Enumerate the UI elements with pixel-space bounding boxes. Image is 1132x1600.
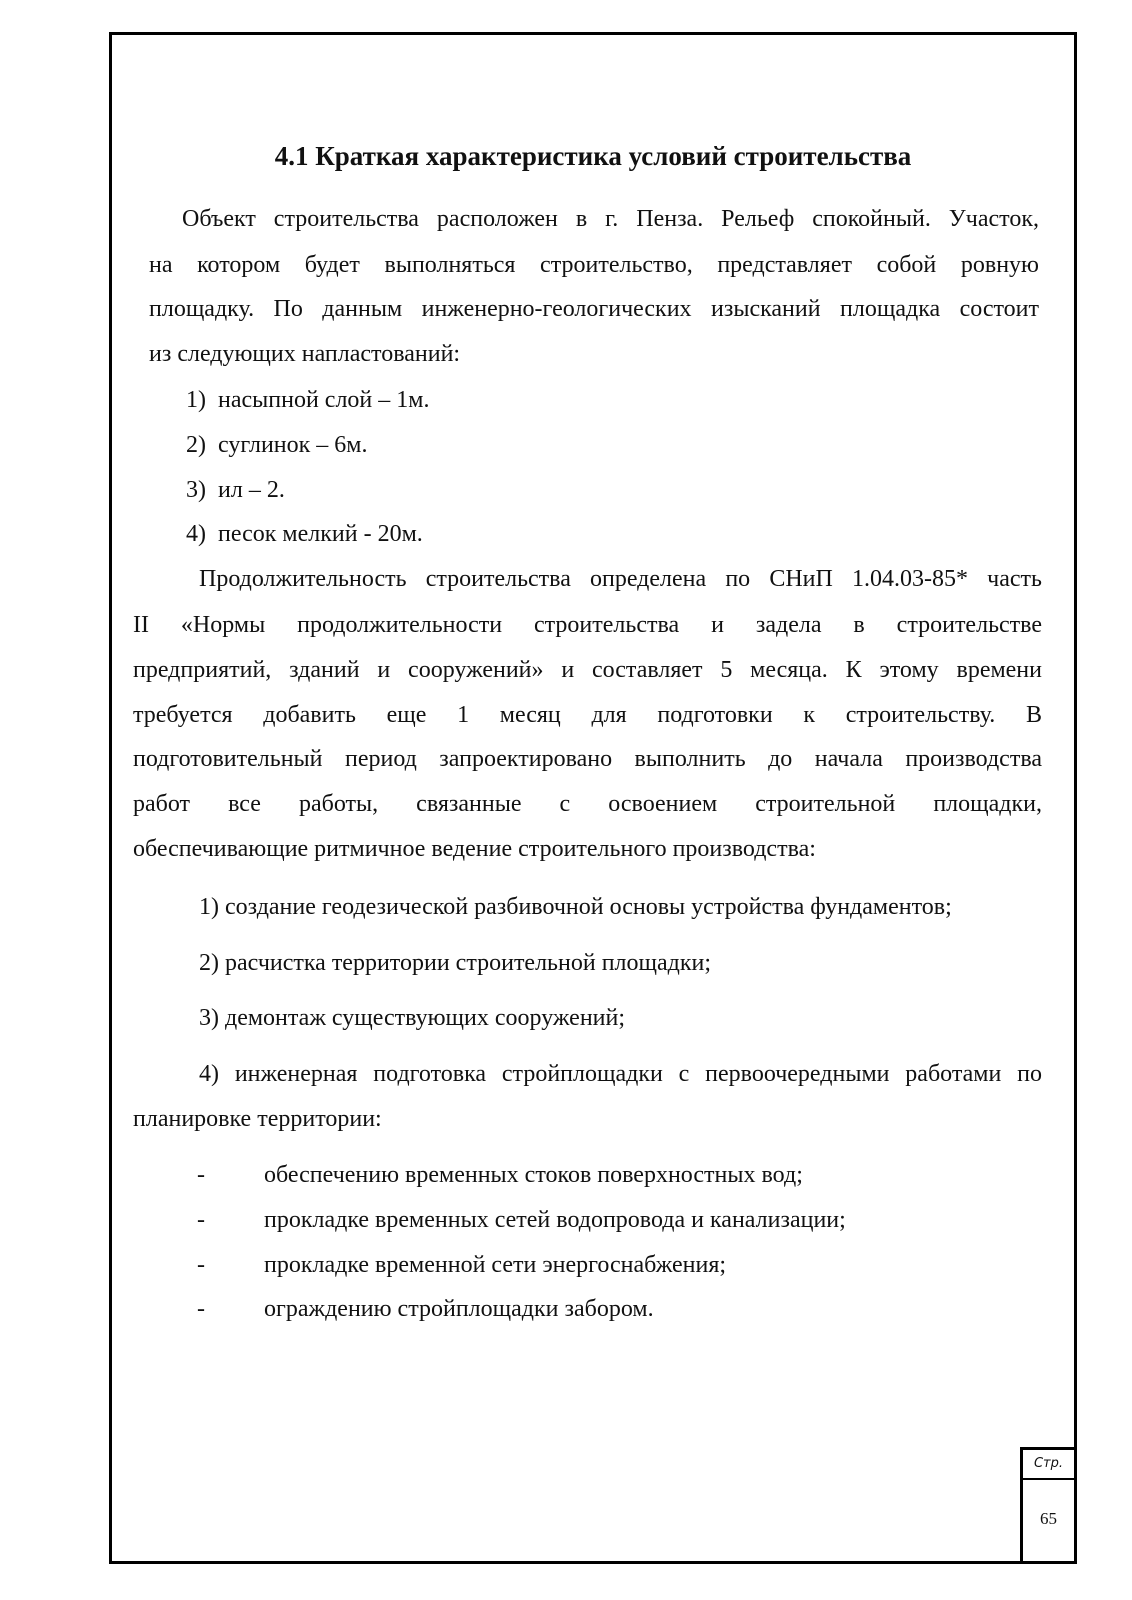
duration-line: требуется добавить еще 1 месяц для подготовки к строительству. В xyxy=(133,702,1042,728)
intro-line: из следующих напластований: xyxy=(149,341,461,367)
sub-item-text: ограждению стройплощадки забором. xyxy=(264,1296,654,1322)
sub-item-marker: - xyxy=(197,1162,205,1188)
duration-line: подготовительный период запроектировано выполнить до начала производства xyxy=(133,746,1042,772)
layer-text: ил – 2. xyxy=(218,477,285,503)
prep-work-item: 3) демонтаж существующих сооружений; xyxy=(199,1005,626,1031)
layer-number: 3) xyxy=(186,477,206,503)
layer-item xyxy=(186,519,423,549)
layer-text: суглинок – 6м. xyxy=(218,432,368,458)
layer-number: 4) xyxy=(186,521,206,547)
page-label: Стр. xyxy=(1023,1450,1074,1480)
prep-work-item: 1) создание геодезической разбивочной основы устройства фундаментов; xyxy=(199,894,952,920)
sub-item-marker: - xyxy=(197,1296,205,1322)
sub-item-text: прокладке временной сети энергоснабжения; xyxy=(264,1252,727,1278)
layer-text: песок мелкий - 20м. xyxy=(218,521,423,547)
prep-work-continuation: планировке территории: xyxy=(133,1106,382,1132)
layer-item xyxy=(186,430,367,460)
intro-line: Объект строительства расположен в г. Пенза. Рельеф спокойный. Участок, xyxy=(182,206,1039,232)
layer-text: насыпной слой – 1м. xyxy=(218,387,430,413)
sub-item-marker: - xyxy=(197,1252,205,1278)
duration-line: Продолжительность строительства определена по СНиП 1.04.03-85* часть xyxy=(199,566,1042,592)
layer-number: 2) xyxy=(186,432,206,458)
prep-work-item: 2) расчистка территории строительной площадки; xyxy=(199,950,712,976)
intro-line: площадку. По данным инженерно-геологических изысканий площадка состоит xyxy=(149,296,1039,322)
layer-item xyxy=(186,475,285,505)
intro-line: на котором будет выполняться строительство, представляет собой ровную xyxy=(149,252,1039,278)
prep-work-item: 4) инженерная подготовка стройплощадки с первоочередными работами по xyxy=(199,1061,1042,1087)
duration-line: работ все работы, связанные с освоением строительной площадки, xyxy=(133,791,1042,817)
page-number: 65 xyxy=(1040,1509,1057,1528)
duration-line: II «Нормы продолжительности строительства и задела в строительстве xyxy=(133,612,1042,638)
duration-line: обеспечивающие ритмичное ведение строительного производства: xyxy=(133,836,816,862)
sub-item-text: обеспечению временных стоков поверхностных вод; xyxy=(264,1162,803,1188)
page-stamp xyxy=(1020,1447,1074,1561)
layer-number: 1) xyxy=(186,387,206,413)
sub-item-text: прокладке временных сетей водопровода и канализации; xyxy=(264,1207,846,1233)
sub-item-marker: - xyxy=(197,1207,205,1233)
section-heading: 4.1 Краткая характеристика условий строительства xyxy=(274,141,912,171)
duration-line: предприятий, зданий и сооружений» и составляет 5 месяца. К этому времени xyxy=(133,657,1042,683)
layer-item xyxy=(186,385,429,415)
